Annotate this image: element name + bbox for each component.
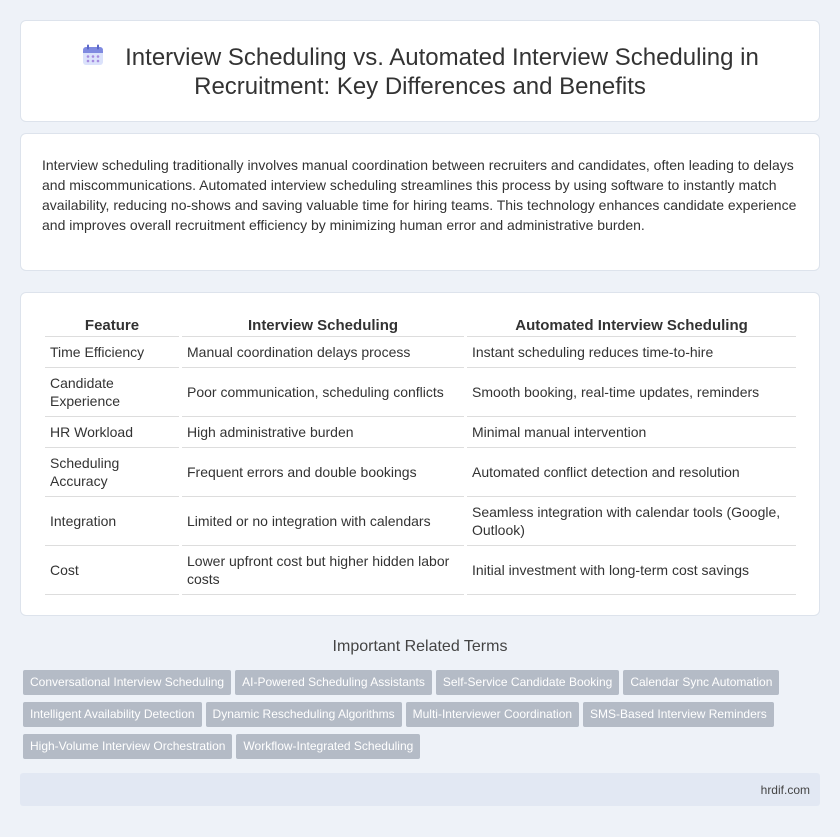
interview-scheduling-cell: High administrative burden [182,417,464,448]
feature-cell: Integration [45,497,179,546]
title-card [20,20,820,122]
column-header-feature: Feature [45,313,179,337]
related-term-tag[interactable]: High-Volume Interview Orchestration [23,734,232,759]
comparison-table-card [20,292,820,616]
intro-paragraph: Interview scheduling traditionally involves manual coordination between recruiters and candidates, often leading to delays and miscommunications. Automated interview scheduling streamlines this process by using software to instantly match availability, reducing no-shows and saving valuable time for hiring teams. This technology enhances candidate experience and improves overall recruitment efficiency by minimizing human error and administrative burden. [42,157,797,233]
footer [20,773,820,806]
column-header-interview-scheduling: Interview Scheduling [182,313,464,337]
interview-scheduling-cell: Limited or no integration with calendars [182,497,464,546]
automated-scheduling-cell: Automated conflict detection and resolution [467,448,796,497]
related-term-tag[interactable]: Conversational Interview Scheduling [23,670,231,695]
feature-cell: Time Efficiency [45,337,179,368]
footer-site-link[interactable]: hrdif.com [760,783,810,797]
table-row [45,417,796,448]
related-term-tag[interactable]: Workflow-Integrated Scheduling [236,734,420,759]
related-term-tag[interactable]: Self-Service Candidate Booking [436,670,619,695]
interview-scheduling-cell: Frequent errors and double bookings [182,448,464,497]
page-title: Interview Scheduling vs. Automated Interview Scheduling in Recruitment: Key Differences and Benefits [125,44,759,100]
table-row [45,546,796,595]
feature-cell: Cost [45,546,179,595]
automated-scheduling-cell: Seamless integration with calendar tools (Google, Outlook) [467,497,796,546]
feature-cell: HR Workload [45,417,179,448]
automated-scheduling-cell: Minimal manual intervention [467,417,796,448]
related-term-tag[interactable]: Dynamic Rescheduling Algorithms [206,702,402,727]
table-row [45,337,796,368]
table-row [45,448,796,497]
related-term-tag[interactable]: Calendar Sync Automation [623,670,779,695]
automated-scheduling-cell: Smooth booking, real-time updates, reminders [467,368,796,417]
related-term-tag[interactable]: SMS-Based Interview Reminders [583,702,774,727]
feature-cell: Scheduling Accuracy [45,448,179,497]
column-header-automated-scheduling: Automated Interview Scheduling [467,313,796,337]
table-row [45,368,796,417]
feature-cell: Candidate Experience [45,368,179,417]
page-title-wrap [21,43,819,101]
related-terms-heading: Important Related Terms [332,638,508,655]
intro-card [20,133,820,271]
related-terms-list [23,670,823,766]
automated-scheduling-cell: Instant scheduling reduces time-to-hire [467,337,796,368]
related-term-tag[interactable]: Intelligent Availability Detection [23,702,202,727]
related-term-tag[interactable]: Multi-Interviewer Coordination [406,702,579,727]
calendar-icon [81,43,105,67]
table-row [45,497,796,546]
comparison-table [42,313,799,595]
interview-scheduling-cell: Manual coordination delays process [182,337,464,368]
table-header-row [45,313,796,337]
interview-scheduling-cell: Poor communication, scheduling conflicts [182,368,464,417]
interview-scheduling-cell: Lower upfront cost but higher hidden labor costs [182,546,464,595]
automated-scheduling-cell: Initial investment with long-term cost savings [467,546,796,595]
related-term-tag[interactable]: AI-Powered Scheduling Assistants [235,670,432,695]
